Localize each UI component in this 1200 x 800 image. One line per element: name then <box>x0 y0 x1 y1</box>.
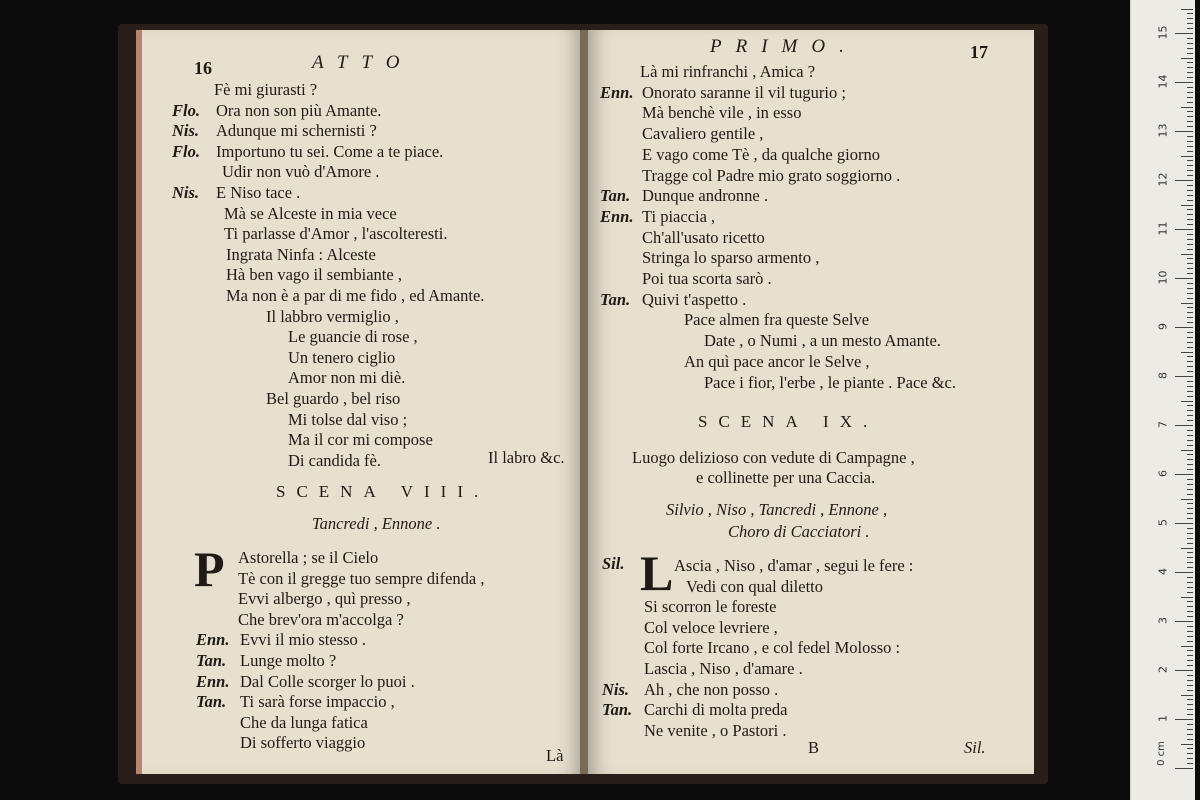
ruler-tick <box>1187 239 1193 240</box>
drop-cap: L <box>640 545 674 601</box>
ruler-tick <box>1187 249 1193 250</box>
ruler-tick <box>1187 322 1193 323</box>
ruler-tick <box>1187 391 1193 392</box>
ruler-tick <box>1187 312 1193 313</box>
ruler-tick <box>1187 724 1193 725</box>
ruler-tick <box>1187 102 1193 103</box>
ruler-tick <box>1187 356 1193 357</box>
repeat-cue: Il labro &c. <box>488 448 565 467</box>
verse-line: Stringa lo sparso armento , <box>642 248 820 268</box>
ruler-tick <box>1187 175 1193 176</box>
ruler-tick <box>1187 469 1193 470</box>
running-header: PRIMO. <box>710 36 858 57</box>
ruler-tick <box>1187 582 1193 583</box>
ruler-label: 7 <box>1156 421 1170 428</box>
ruler-tick <box>1187 195 1193 196</box>
ruler-tick <box>1175 278 1193 279</box>
scene-characters: Silvio , Niso , Tancredi , Ennone , <box>666 500 888 519</box>
ruler-tick <box>1187 185 1193 186</box>
ruler-tick <box>1187 151 1193 152</box>
ruler-tick <box>1187 165 1193 166</box>
verse-line: Ma non è a par di me fido , ed Amante. <box>226 286 485 305</box>
catchword: Là <box>546 746 564 765</box>
ruler-tick <box>1187 601 1193 602</box>
ruler-tick <box>1187 513 1193 514</box>
ruler-tick <box>1187 77 1193 78</box>
ruler-label: 14 <box>1156 74 1170 89</box>
ruler-tick <box>1187 430 1193 431</box>
ruler-tick <box>1175 621 1193 622</box>
ruler-tick <box>1187 748 1193 749</box>
ruler-tick <box>1175 229 1193 230</box>
verse-line: E vago come Tè , da qualche giorno <box>642 144 880 164</box>
speaker-label: Enn. <box>600 82 634 102</box>
verse-line: Onorato saranne il vil tugurio ; <box>642 82 846 102</box>
ruler-tick <box>1187 557 1193 558</box>
ruler-tick <box>1187 381 1193 382</box>
scene-title: SCENA IX. <box>698 412 879 431</box>
ruler-tick <box>1187 616 1193 617</box>
verse-line: Carchi di molta preda <box>644 700 788 720</box>
ruler-tick <box>1187 209 1193 210</box>
ruler-tick <box>1175 131 1193 132</box>
ruler-tick <box>1187 680 1193 681</box>
speaker-label: Flo. <box>172 141 200 161</box>
ruler-tick <box>1175 82 1193 83</box>
ruler-tick <box>1181 254 1193 255</box>
speaker-label: Enn. <box>196 630 230 650</box>
ruler-tick <box>1175 425 1193 426</box>
ruler-tick <box>1187 244 1193 245</box>
ruler-tick <box>1187 317 1193 318</box>
verse-line: Che brev'ora m'accolga ? <box>238 609 404 629</box>
ruler-tick <box>1187 200 1193 201</box>
ruler-tick <box>1187 704 1193 705</box>
ruler-tick <box>1187 729 1193 730</box>
ruler-tick <box>1187 503 1193 504</box>
ruler-tick <box>1187 626 1193 627</box>
ruler-tick <box>1181 646 1193 647</box>
ruler-tick <box>1187 543 1193 544</box>
ruler-tick <box>1181 9 1193 10</box>
ruler-tick <box>1175 572 1193 573</box>
ruler-tick <box>1181 205 1193 206</box>
verse-line: Tragge col Padre mio grato soggiorno . <box>642 165 901 185</box>
ruler-tick <box>1187 464 1193 465</box>
ruler-tick <box>1187 111 1193 112</box>
speaker-label: Nis. <box>602 679 630 699</box>
ruler-tick <box>1187 410 1193 411</box>
ruler-tick <box>1187 660 1193 661</box>
scene-characters: Choro di Cacciatori . <box>728 522 870 541</box>
ruler-tick <box>1187 332 1193 333</box>
ruler-tick <box>1181 156 1193 157</box>
verse-line: Astorella ; se il Cielo <box>238 548 379 567</box>
ruler-tick <box>1187 298 1193 299</box>
verse-line: Mà se Alceste in mia vece <box>224 203 397 223</box>
ruler-tick <box>1175 180 1193 181</box>
ruler-tick <box>1187 641 1193 642</box>
ruler-tick <box>1181 548 1193 549</box>
ruler-tick <box>1187 665 1193 666</box>
speaker-label: Tan. <box>602 700 633 720</box>
speaker-label: Tan. <box>196 692 227 712</box>
ruler-tick <box>1187 562 1193 563</box>
scene-characters: Tancredi , Ennone . <box>312 514 441 533</box>
verse-line: Ti parlasse d'Amor , l'ascolteresti. <box>224 224 448 244</box>
ruler-tick <box>1187 23 1193 24</box>
speaker-label: Flo. <box>172 100 200 120</box>
measuring-ruler <box>1130 0 1195 800</box>
ruler-tick <box>1181 744 1193 745</box>
ruler-tick <box>1187 214 1193 215</box>
verse-line: Bel guardo , bel riso <box>266 389 401 408</box>
ruler-tick <box>1187 337 1193 338</box>
verse-line: E Niso tace . <box>216 183 301 202</box>
verse-line: Ch'all'usato ricetto <box>642 227 765 247</box>
verse-line: An quì pace ancor le Selve , <box>684 351 870 371</box>
ruler-tick <box>1187 611 1193 612</box>
verse-line: Mà benchè vile , in esso <box>642 103 802 123</box>
verse-line: Udir non vuò d'Amore . <box>222 162 380 182</box>
ruler-tick <box>1175 670 1193 671</box>
ruler-label: 9 <box>1156 323 1170 330</box>
ruler-unit: 0 cm <box>1155 741 1167 766</box>
left-page <box>136 30 582 774</box>
speaker-label: Enn. <box>600 206 634 226</box>
ruler-tick <box>1187 484 1193 485</box>
ruler-tick <box>1187 146 1193 147</box>
speaker-label: Tan. <box>600 289 631 309</box>
ruler-tick <box>1187 141 1193 142</box>
right-page <box>588 30 1034 774</box>
scene-setting: Luogo delizioso con vedute di Campagne , <box>632 448 915 467</box>
ruler-tick <box>1187 435 1193 436</box>
page-number: 17 <box>970 42 988 62</box>
ruler-tick <box>1175 768 1193 769</box>
scene-title: SCENA VIII. <box>276 482 490 501</box>
ruler-tick <box>1187 650 1193 651</box>
ruler-tick <box>1187 160 1193 161</box>
verse-line: Lascia , Niso , d'amare . <box>644 659 803 678</box>
ruler-tick <box>1181 58 1193 59</box>
verse-line: Pace almen fra queste Selve <box>684 310 870 330</box>
ruler-tick <box>1187 268 1193 269</box>
verse-line: Dunque andronne . <box>642 186 769 206</box>
ruler-tick <box>1187 13 1193 14</box>
ruler-tick <box>1175 376 1193 377</box>
ruler-tick <box>1187 685 1193 686</box>
verse-line: Il labbro vermiglio , <box>266 306 399 326</box>
verse-line: Ora non son più Amante. <box>216 100 382 120</box>
verse-line: Pace i fior, l'erbe , le piante . Pace &c. <box>704 372 956 392</box>
ruler-tick <box>1181 450 1193 451</box>
ruler-tick <box>1187 28 1193 29</box>
ruler-tick <box>1181 303 1193 304</box>
ruler-tick <box>1187 43 1193 44</box>
ruler-tick <box>1187 459 1193 460</box>
verse-line: Ah , che non posso . <box>644 679 779 699</box>
ruler-tick <box>1187 361 1193 362</box>
ruler-tick <box>1187 273 1193 274</box>
ruler-tick <box>1187 508 1193 509</box>
ruler-tick <box>1187 371 1193 372</box>
ruler-tick <box>1187 440 1193 441</box>
verse-line: Un tenero ciglio <box>288 347 396 367</box>
ruler-tick <box>1187 263 1193 264</box>
ruler-tick <box>1187 38 1193 39</box>
verse-line: Cavaliero gentile , <box>642 124 764 144</box>
ruler-tick <box>1187 763 1193 764</box>
ruler-tick <box>1187 366 1193 367</box>
verse-line: Fè mi giurasti ? <box>214 80 318 99</box>
ruler-tick <box>1187 53 1193 54</box>
ruler-label: 10 <box>1156 270 1170 285</box>
verse-line: Col forte Ircano , e col fedel Molosso : <box>644 638 901 658</box>
ruler-tick <box>1187 415 1193 416</box>
verse-line: Ti piaccia , <box>642 206 716 226</box>
ruler-label: 3 <box>1156 617 1170 624</box>
ruler-tick <box>1187 342 1193 343</box>
signature-mark: B <box>808 738 820 757</box>
ruler-label: 12 <box>1156 172 1170 187</box>
ruler-tick <box>1187 224 1193 225</box>
ruler-tick <box>1187 758 1193 759</box>
ruler-tick <box>1187 631 1193 632</box>
ruler-tick <box>1187 92 1193 93</box>
ruler-tick <box>1187 489 1193 490</box>
ruler-tick <box>1187 190 1193 191</box>
page-number: 16 <box>194 58 212 78</box>
ruler-tick <box>1187 87 1193 88</box>
ruler-label: 15 <box>1156 25 1170 40</box>
verse-line: Amor non mi diè. <box>288 368 406 388</box>
ruler-tick <box>1187 258 1193 259</box>
verse-line: Date , o Numi , a un mesto Amante. <box>704 331 941 351</box>
verse-line: Le guancie di rose , <box>288 327 418 347</box>
ruler-tick <box>1187 533 1193 534</box>
ruler-tick <box>1187 396 1193 397</box>
ruler-label: 13 <box>1156 123 1170 138</box>
ruler-tick <box>1187 121 1193 122</box>
ruler-tick <box>1187 347 1193 348</box>
ruler-tick <box>1175 719 1193 720</box>
verse-line: Tè con il gregge tuo sempre difenda , <box>238 568 485 588</box>
ruler-tick <box>1187 67 1193 68</box>
ruler-tick <box>1187 518 1193 519</box>
speaker-label: Nis. <box>172 121 200 141</box>
ruler-tick <box>1187 734 1193 735</box>
ruler-label: 5 <box>1156 519 1170 526</box>
verse-line: Di sofferto viaggio <box>240 733 366 753</box>
verse-line: Dal Colle scorger lo puoi . <box>240 671 415 691</box>
ruler-tick <box>1187 538 1193 539</box>
verse-line: Mi tolse dal viso ; <box>288 409 408 429</box>
ruler-label: 1 <box>1156 715 1170 722</box>
verse-line: Ingrata Ninfa : Alceste <box>226 244 376 264</box>
ruler-tick <box>1187 445 1193 446</box>
verse-line: Ti sarà forse impaccio , <box>240 692 395 712</box>
ruler-tick <box>1187 454 1193 455</box>
ruler-tick <box>1187 739 1193 740</box>
ruler-tick <box>1187 386 1193 387</box>
ruler-tick <box>1187 552 1193 553</box>
ruler-tick <box>1187 234 1193 235</box>
scene-setting: e collinette per una Caccia. <box>696 468 876 487</box>
speaker-label: Enn. <box>196 671 230 691</box>
speaker-label: Tan. <box>196 651 227 670</box>
ruler-tick <box>1187 592 1193 593</box>
verse-line: Ne venite , o Pastori . <box>644 720 787 740</box>
ruler-tick <box>1187 126 1193 127</box>
ruler-tick <box>1175 474 1193 475</box>
verse-line: Vedi con qual diletto <box>686 576 824 596</box>
ruler-tick <box>1187 170 1193 171</box>
ruler-label: 8 <box>1156 372 1170 379</box>
verse-line: Lunge molto ? <box>240 651 337 670</box>
ruler-tick <box>1187 479 1193 480</box>
verse-line: Evvi albergo , quì presso , <box>238 589 411 609</box>
ruler-tick <box>1175 523 1193 524</box>
ruler-tick <box>1187 699 1193 700</box>
ruler-tick <box>1187 753 1193 754</box>
verse-line: Hà ben vago il sembiante , <box>226 265 402 285</box>
verse-line: Adunque mi schernisti ? <box>216 121 377 141</box>
verse-line: Di candida fè. <box>288 450 381 470</box>
ruler-tick <box>1175 327 1193 328</box>
ruler-label: 11 <box>1156 221 1170 236</box>
ruler-tick <box>1181 695 1193 696</box>
ruler-tick <box>1175 33 1193 34</box>
ruler-tick <box>1187 494 1193 495</box>
verse-line: Là mi rinfranchi , Amica ? <box>640 62 816 81</box>
ruler-tick <box>1187 18 1193 19</box>
speaker-label: Nis. <box>172 183 200 202</box>
running-header: ATTO <box>312 52 414 73</box>
catchword: Sil. <box>964 738 986 757</box>
ruler-tick <box>1187 714 1193 715</box>
ruler-tick <box>1187 219 1193 220</box>
ruler-tick <box>1187 307 1193 308</box>
ruler-tick <box>1187 528 1193 529</box>
ruler-tick <box>1187 690 1193 691</box>
ruler-tick <box>1181 499 1193 500</box>
ruler-tick <box>1187 136 1193 137</box>
verse-line: Col veloce levriere , <box>644 617 778 637</box>
ruler-tick <box>1187 293 1193 294</box>
verse-line: Ma il cor mi compose <box>288 430 433 450</box>
speaker-label: Tan. <box>600 186 631 206</box>
ruler-tick <box>1187 97 1193 98</box>
ruler-tick <box>1187 567 1193 568</box>
verse-line: Ascia , Niso , d'amar , segui le fere : <box>674 556 914 575</box>
ruler-tick <box>1187 636 1193 637</box>
ruler-tick <box>1181 107 1193 108</box>
ruler-label: 4 <box>1156 568 1170 575</box>
ruler-tick <box>1187 62 1193 63</box>
ruler-tick <box>1187 655 1193 656</box>
verse-line: Poi tua scorta sarò . <box>642 269 772 288</box>
ruler-tick <box>1187 116 1193 117</box>
ruler-tick <box>1187 288 1193 289</box>
speaker-label: Sil. <box>602 554 625 573</box>
ruler-label: 6 <box>1156 470 1170 477</box>
verse-line: Che da lunga fatica <box>240 712 368 732</box>
verse-line: Importuno tu sei. Come a te piace. <box>216 141 444 161</box>
ruler-tick <box>1187 283 1193 284</box>
ruler-tick <box>1187 709 1193 710</box>
drop-cap: P <box>194 541 225 597</box>
ruler-label: 2 <box>1156 666 1170 673</box>
ruler-tick <box>1181 597 1193 598</box>
ruler-tick <box>1181 401 1193 402</box>
ruler-tick <box>1187 587 1193 588</box>
ruler-tick <box>1187 606 1193 607</box>
ruler-tick <box>1181 352 1193 353</box>
verse-line: Quivi t'aspetto . <box>642 289 747 309</box>
ruler-tick <box>1187 72 1193 73</box>
verse-line: Evvi il mio stesso . <box>240 630 367 650</box>
ruler-tick <box>1187 577 1193 578</box>
verse-line: Si scorron le foreste <box>644 597 777 617</box>
ruler-tick <box>1187 675 1193 676</box>
ruler-tick <box>1187 405 1193 406</box>
ruler-tick <box>1187 420 1193 421</box>
ruler-tick <box>1187 48 1193 49</box>
